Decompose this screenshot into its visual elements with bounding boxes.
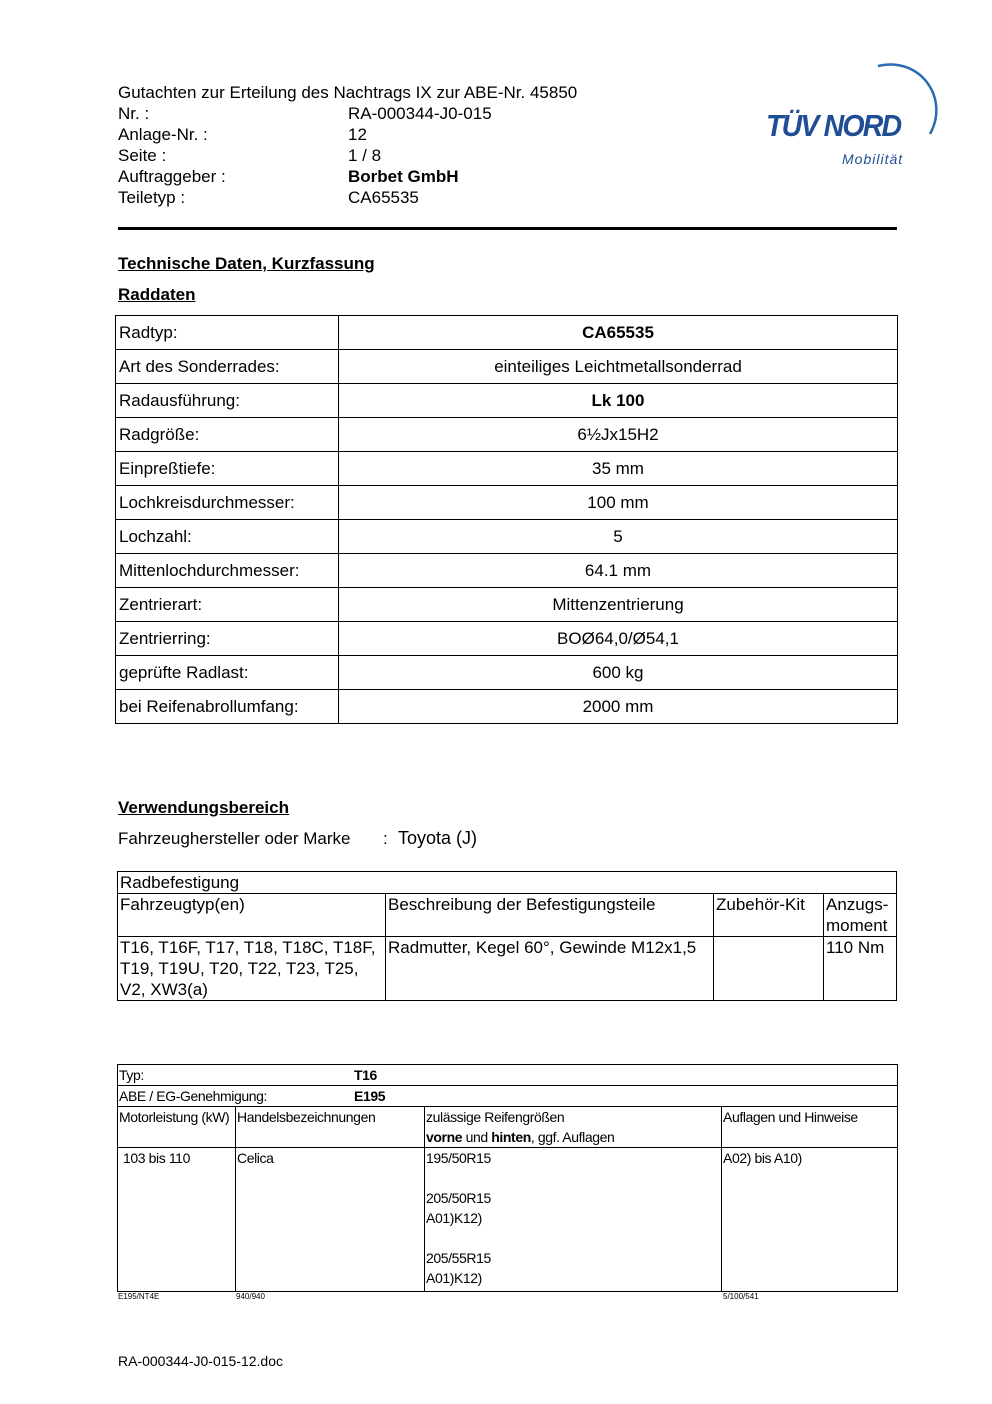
abe-value: E195 [354,1088,386,1104]
foot-code-3: 5/100/541 [723,1292,759,1301]
raddaten-value: 35 mm [339,452,898,486]
raddaten-value: CA65535 [339,316,898,350]
auftraggeber-value: Borbet GmbH [348,167,459,186]
raddaten-value: Mittenzentrierung [339,588,898,622]
nr-label: Nr. : [118,104,150,123]
seite-value: 1 / 8 [348,146,382,165]
cell-beschreibung: Radmutter, Kegel 60°, Gewinde M12x1,5 [386,937,714,1001]
raddaten-value: 600 kg [339,656,898,690]
raddaten-row [116,656,898,690]
cell-auflagen: A02) bis A10) [722,1148,898,1292]
abe-row [118,1086,898,1107]
raddaten-value: Lk 100 [339,384,898,418]
logo-brand: TÜV NORD [766,108,901,143]
hersteller-value: Toyota (J) [398,828,478,848]
raddaten-row [116,520,898,554]
raddaten-label: Mittenlochdurchmesser: [116,554,339,588]
reifen-line: 195/50R15 [426,1150,491,1166]
reifen-header-a: zulässige Reifengrößen [426,1109,565,1125]
befestigung-title: Radbefestigung [118,872,897,894]
raddaten-row [116,486,898,520]
raddaten-label: Art des Sonderrades: [116,350,339,384]
auftraggeber-label: Auftraggeber : [118,167,226,186]
header-divider [118,227,897,230]
verwendung-title: Verwendungsbereich [118,798,289,817]
anlage-label: Anlage-Nr. : [118,125,208,144]
col-zubehoer: Zubehör-Kit [714,894,824,937]
cell-fahrzeugtypen: T16, T16F, T17, T18, T18C, T18F, T19, T19U, T20, T22, T23, T25, V2, XW3(a) [118,937,386,1001]
raddaten-value: BOØ64,0/Ø54,1 [339,622,898,656]
raddaten-row [116,316,898,350]
reifen-line: A01)K12) [426,1270,482,1286]
typ-value: T16 [354,1067,377,1083]
foot-code-1: E195/NT4E [118,1292,160,1301]
raddaten-title: Raddaten [118,285,196,304]
reifen-hinten: hinten [491,1129,531,1145]
raddaten-row [116,452,898,486]
col-reifengroessen [425,1107,722,1148]
cell-handelsbezeichnung: Celica [236,1148,425,1292]
raddaten-value: einteiliges Leichtmetallsonderrad [339,350,898,384]
reifen-vorne: vorne [426,1129,463,1145]
foot-code-2: 940/940 [236,1292,265,1301]
raddaten-label: Einpreßtiefe: [116,452,339,486]
raddaten-row [116,350,898,384]
raddaten-row [116,554,898,588]
tuev-nord-logo [760,58,950,173]
document-title: Gutachten zur Erteilung des Nachtrags IX zur ABE-Nr. 45850 [118,83,578,102]
reifen-line [426,1228,720,1248]
section-title: Technische Daten, Kurzfassung [118,254,375,273]
raddaten-row [116,690,898,724]
typ-table [117,1064,898,1292]
reifen-auflagen: , ggf. Auflagen [530,1129,615,1145]
col-handelsbezeichnungen: Handelsbezeichnungen [236,1107,425,1148]
reifen-line: 205/55R15 [426,1250,491,1266]
raddaten-row [116,588,898,622]
col-anzugsmoment: Anzugs-moment [824,894,897,937]
nr-value: RA-000344-J0-015 [348,104,492,123]
reifen-header-b [426,1127,720,1147]
raddaten-value: 6½Jx15H2 [339,418,898,452]
raddaten-value: 64.1 mm [339,554,898,588]
document-header [118,82,577,208]
col-motorleistung: Motorleistung (kW) [118,1107,236,1148]
cell-reifen [425,1148,722,1292]
typ-label: Typ: [119,1067,144,1083]
reifen-line [426,1168,720,1188]
raddaten-value: 100 mm [339,486,898,520]
hersteller-label: Fahrzeughersteller oder Marke [118,829,351,848]
raddaten-row [116,384,898,418]
anlage-value: 12 [348,125,367,144]
raddaten-label: Radausführung: [116,384,339,418]
raddaten-row [116,418,898,452]
abe-label: ABE / EG-Genehmigung: [119,1088,268,1104]
raddaten-row [116,622,898,656]
befestigung-table [117,871,897,1001]
reifen-line: 205/50R15 [426,1190,491,1206]
hersteller-sep: : [383,829,388,848]
raddaten-label: Zentrierring: [116,622,339,656]
logo-sub: Mobilität [842,151,904,167]
raddaten-label: Radtyp: [116,316,339,350]
teiletyp-label: Teiletyp : [118,188,186,207]
cell-anzugsmoment: 110 Nm [824,937,897,1001]
raddaten-label: geprüfte Radlast: [116,656,339,690]
raddaten-value: 5 [339,520,898,554]
raddaten-label: Zentrierart: [116,588,339,622]
cell-motorleistung: 103 bis 110 [118,1148,236,1292]
teiletyp-value: CA65535 [348,188,419,207]
footer-docname: RA-000344-J0-015-12.doc [118,1353,283,1369]
typ-row [118,1065,898,1086]
reifen-und: und [462,1129,492,1145]
raddaten-table [115,315,898,724]
raddaten-label: Radgröße: [116,418,339,452]
seite-label: Seite : [118,146,167,165]
raddaten-value: 2000 mm [339,690,898,724]
col-fahrzeugtyp: Fahrzeugtyp(en) [118,894,386,937]
col-auflagen: Auflagen und Hinweise [722,1107,898,1148]
reifen-line: A01)K12) [426,1210,482,1226]
cell-zubehoer [714,937,824,1001]
col-beschreibung: Beschreibung der Befestigungsteile [386,894,714,937]
raddaten-label: Lochzahl: [116,520,339,554]
raddaten-label: bei Reifenabrollumfang: [116,690,339,724]
raddaten-label: Lochkreisdurchmesser: [116,486,339,520]
